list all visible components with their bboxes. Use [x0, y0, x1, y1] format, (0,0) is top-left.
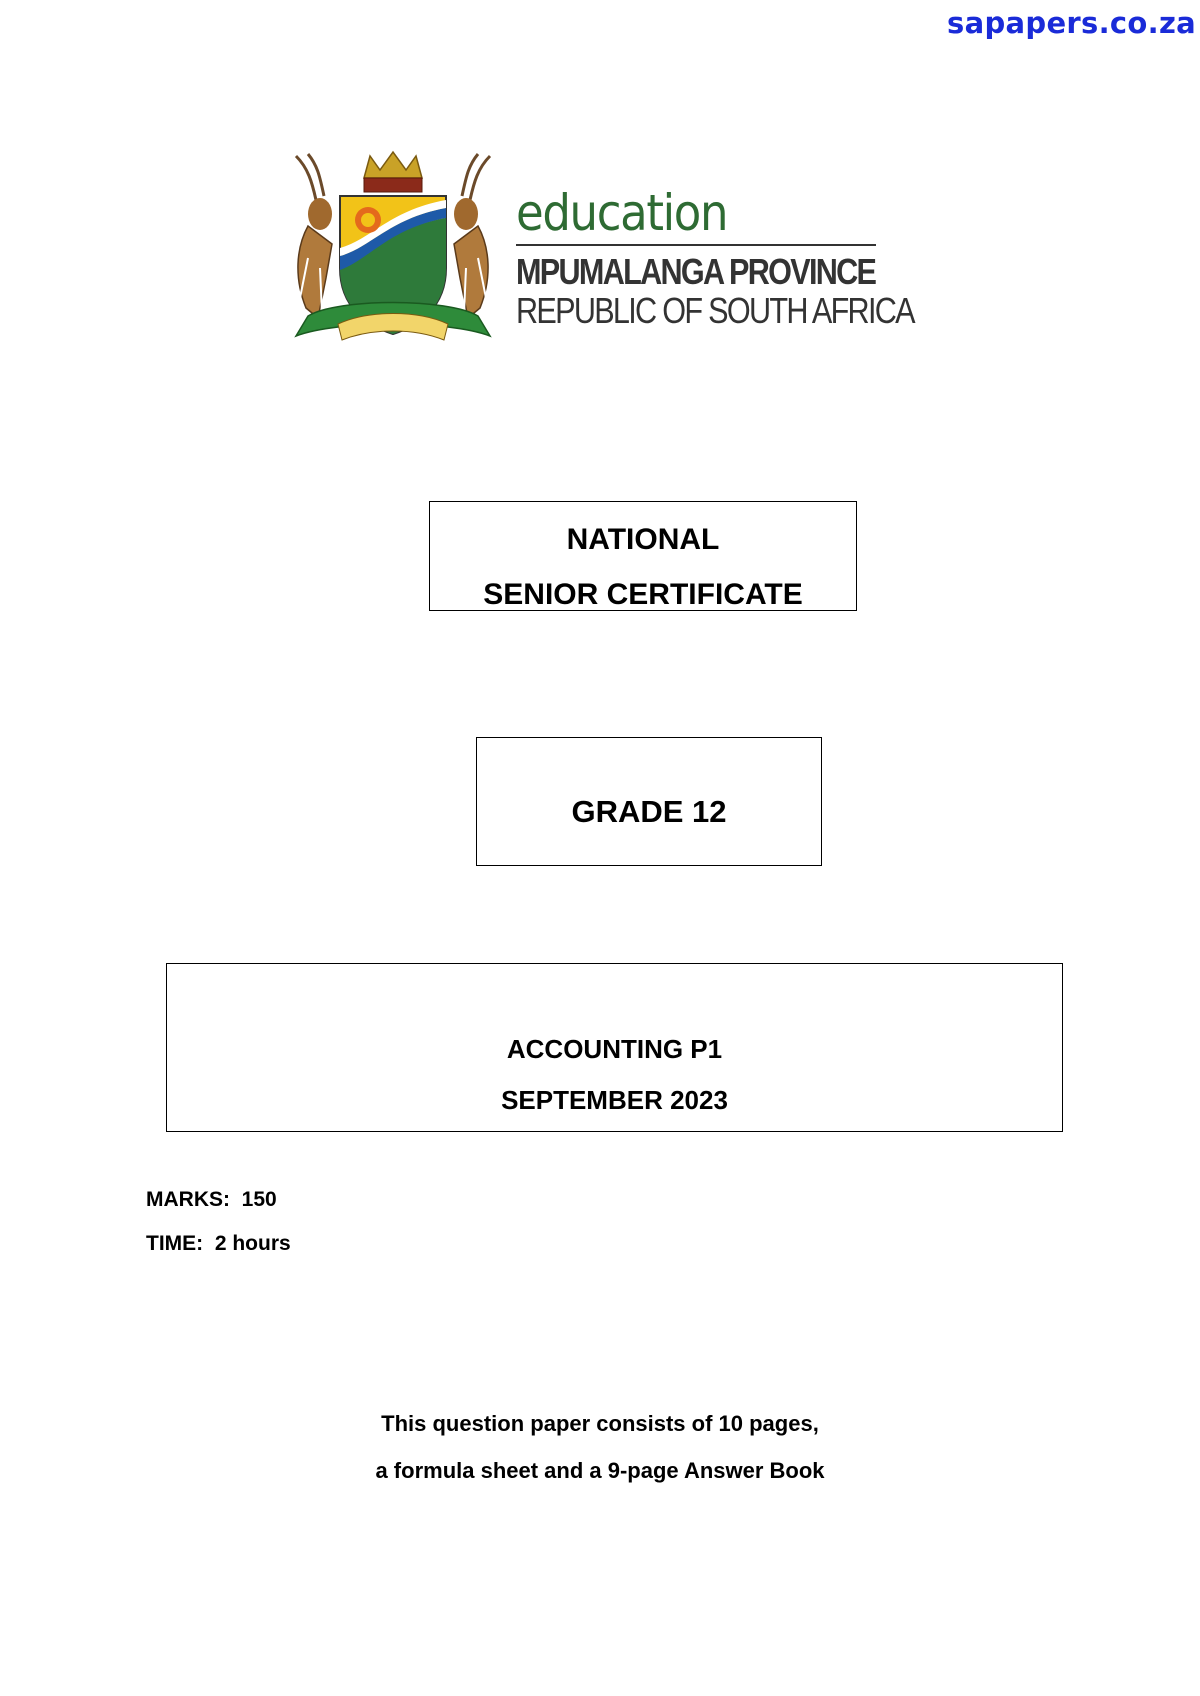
- subject-title: ACCOUNTING P1: [506, 1034, 723, 1064]
- logo-divider: [516, 244, 876, 246]
- time-label: TIME: 2 hours: [146, 1232, 291, 1255]
- page-count-note: This question paper consists of 10 pages,: [381, 1411, 819, 1436]
- logo-country: REPUBLIC OF SOUTH AFRICA: [516, 290, 914, 331]
- certificate-line-national: NATIONAL: [566, 523, 720, 556]
- watermark-link[interactable]: sapapers.co.za: [947, 6, 1196, 40]
- subject-box: [166, 963, 1063, 1132]
- certificate-line-senior: SENIOR CERTIFICATE: [483, 578, 803, 611]
- grade-box: [476, 737, 822, 866]
- marks-label: MARKS: 150: [146, 1188, 277, 1211]
- answer-book-note: a formula sheet and a 9-page Answer Book: [375, 1458, 825, 1483]
- logo-text-block: [516, 184, 914, 331]
- exam-session: SEPTEMBER 2023: [501, 1085, 728, 1115]
- certificate-box: [429, 501, 857, 611]
- logo-education-word: education: [516, 184, 728, 242]
- coat-of-arms-icon: [278, 148, 508, 358]
- grade-label: GRADE 12: [571, 793, 727, 829]
- department-logo: [278, 148, 914, 358]
- logo-province: MPUMALANGA PROVINCE: [516, 251, 876, 292]
